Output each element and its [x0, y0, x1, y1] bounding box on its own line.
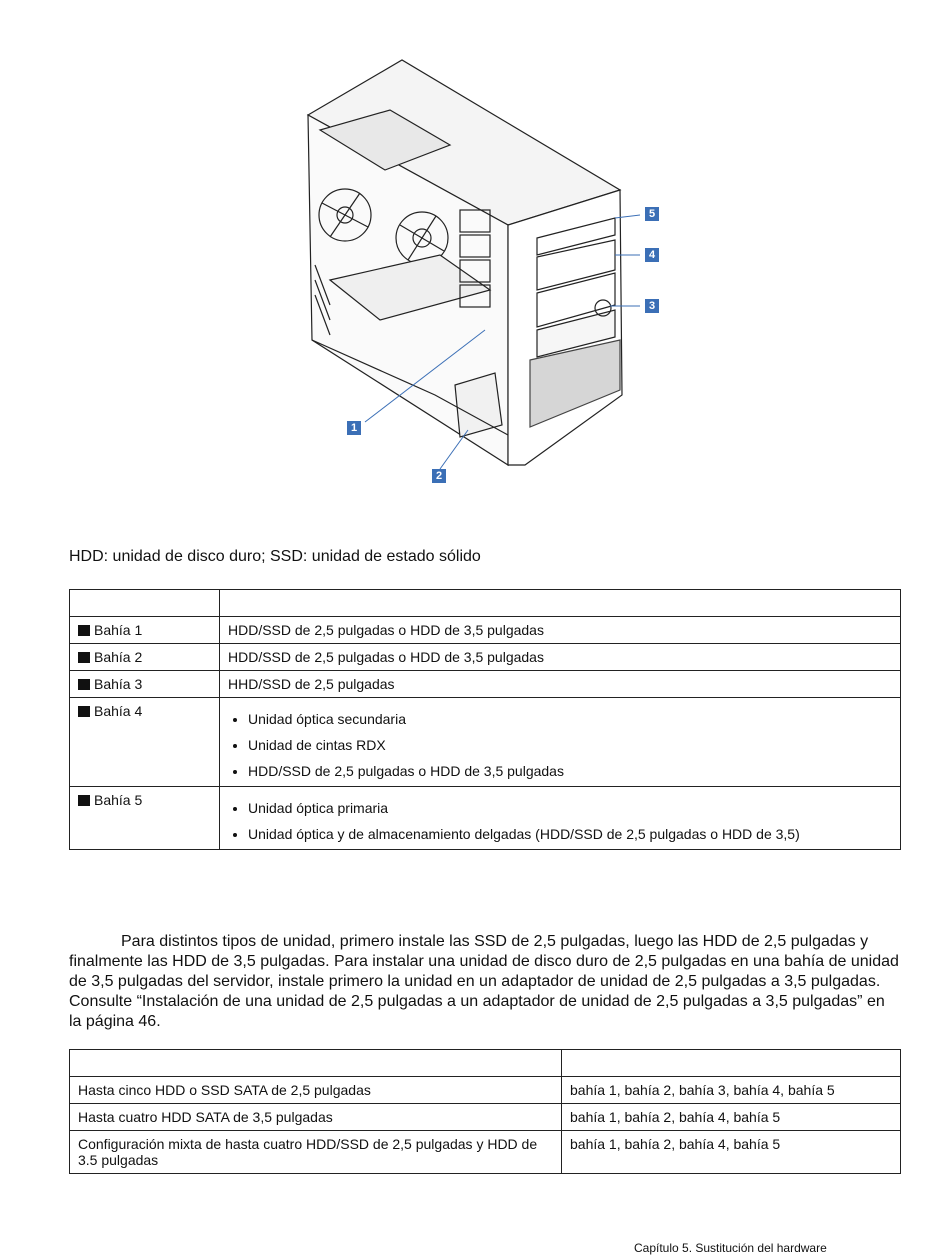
table-row: [70, 671, 901, 698]
table-header-cell: [562, 1050, 901, 1077]
table-row: [70, 787, 901, 850]
list-item: • Unidad óptica y de almacenamiento delgadas (HDD/SSD de 2,5 pulgadas o HDD de 3,5): [248, 824, 892, 844]
drive-option-list: [228, 709, 892, 781]
table-row: [70, 617, 901, 644]
table-row: [70, 1104, 901, 1131]
table-header-cell: [70, 590, 220, 617]
config-cell: Hasta cinco HDD o SSD SATA de 2,5 pulgadas: [70, 1077, 562, 1104]
bay-cell: [70, 698, 220, 787]
bay-cell: [70, 671, 220, 698]
table-header-row: [70, 1050, 901, 1077]
bay-marker-icon: [78, 706, 90, 717]
drive-option-list: [228, 798, 892, 844]
server-drive-bays-illustration: [290, 55, 680, 495]
bay-drive-cell: HHD/SSD de 2,5 pulgadas: [220, 671, 901, 698]
callout-5: 5: [645, 207, 659, 221]
list-item: • HDD/SSD de 2,5 pulgadas o HDD de 3,5 pulgadas: [248, 761, 892, 781]
callout-1: 1: [347, 421, 361, 435]
bay-drive-cell: [220, 787, 901, 850]
bay-label: Bahía 3: [94, 676, 143, 692]
page-footer: Capítulo 5. Sustitución del hardware: [634, 1241, 827, 1255]
table-row: [70, 698, 901, 787]
bay-cell: [70, 617, 220, 644]
paragraph-text: Para distintos tipos de unidad, primero instale las SSD de 2,5 pulgadas, luego las HDD de 2,5 pulgadas y finalmente las HDD de 3,5 pulgadas. Para instalar una unidad de disco duro de 2,5 pulgadas en una bahía de unidad de 3,5 pulgadas del servidor, instale primero la unidad en un adaptador de unidad de 2,5 pulgadas a 3,5 pulgadas. Consulte “Instalación de una unidad de 2,5 pulgadas a un adaptador de unidad de 2,5 pulgadas a 3,5 pulgadas” en la página 46.: [69, 933, 899, 1030]
bay-marker-icon: [78, 795, 90, 806]
bay-drive-cell: [220, 698, 901, 787]
callout-4: 4: [645, 248, 659, 262]
config-bays-cell: bahía 1, bahía 2, bahía 3, bahía 4, bahía 5: [562, 1077, 901, 1104]
configuration-table: [69, 1049, 901, 1174]
callout-2: 2: [432, 469, 446, 483]
list-item: • Unidad óptica secundaria: [248, 709, 892, 729]
bay-cell: [70, 644, 220, 671]
bay-label: Bahía 1: [94, 622, 143, 638]
table-header-cell: [220, 590, 901, 617]
table-row: [70, 1131, 901, 1174]
table-header-row: [70, 590, 901, 617]
config-bays-cell: bahía 1, bahía 2, bahía 4, bahía 5: [562, 1104, 901, 1131]
installation-paragraph: [69, 932, 901, 1032]
list-item: • Unidad óptica primaria: [248, 798, 892, 818]
bay-marker-icon: [78, 652, 90, 663]
figure-caption: HDD: unidad de disco duro; SSD: unidad de estado sólido: [69, 548, 481, 565]
bay-drive-cell: HDD/SSD de 2,5 pulgadas o HDD de 3,5 pulgadas: [220, 644, 901, 671]
callout-3: 3: [645, 299, 659, 313]
bay-cell: [70, 787, 220, 850]
bay-label: Bahía 2: [94, 649, 143, 665]
bay-drive-cell: HDD/SSD de 2,5 pulgadas o HDD de 3,5 pulgadas: [220, 617, 901, 644]
bay-label: Bahía 5: [94, 792, 143, 808]
table-row: [70, 1077, 901, 1104]
config-cell: Hasta cuatro HDD SATA de 3,5 pulgadas: [70, 1104, 562, 1131]
bay-marker-icon: [78, 625, 90, 636]
bay-marker-icon: [78, 679, 90, 690]
table-row: [70, 644, 901, 671]
list-item: • Unidad de cintas RDX: [248, 735, 892, 755]
drive-bays-table: [69, 589, 901, 850]
table-header-cell: [70, 1050, 562, 1077]
bay-label: Bahía 4: [94, 703, 143, 719]
config-bays-cell: bahía 1, bahía 2, bahía 4, bahía 5: [562, 1131, 901, 1174]
config-cell: Configuración mixta de hasta cuatro HDD/SSD de 2,5 pulgadas y HDD de 3.5 pulgadas: [70, 1131, 562, 1174]
